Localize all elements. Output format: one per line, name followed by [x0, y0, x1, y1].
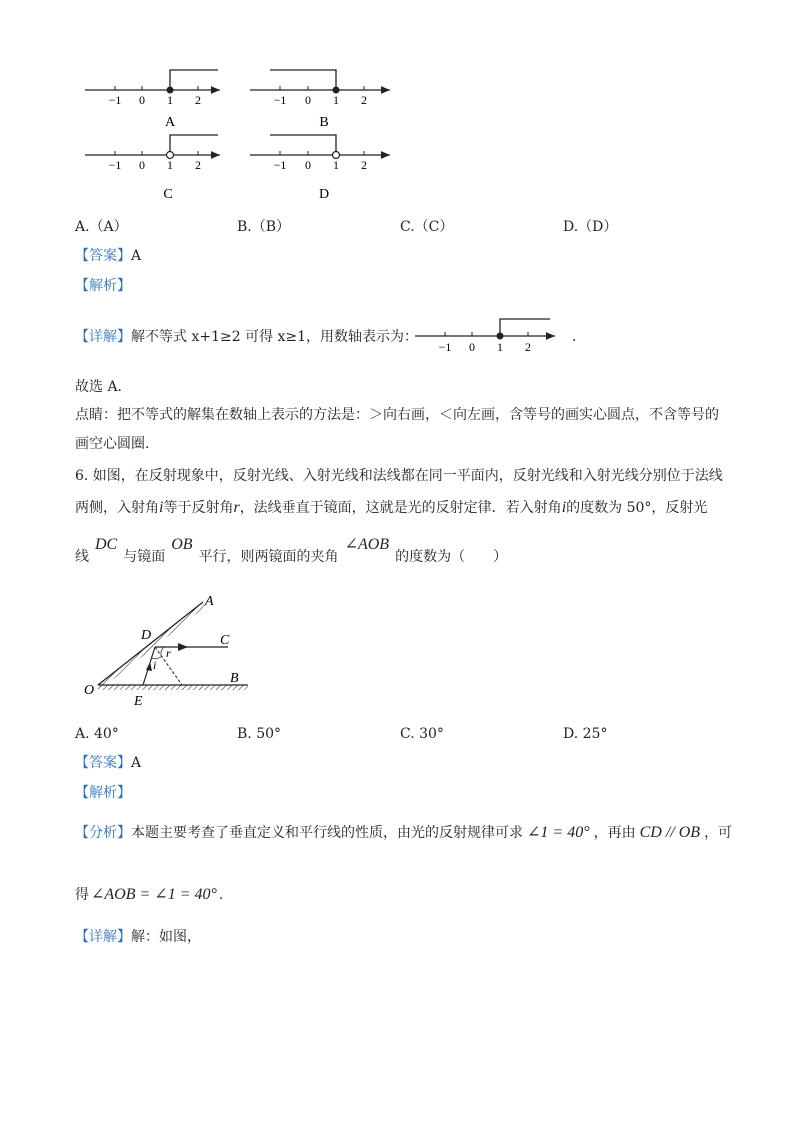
q6-option-d[interactable]: D. 25°: [563, 726, 608, 742]
q6-option-c[interactable]: C. 30°: [400, 726, 444, 742]
numberline-b: [250, 70, 390, 130]
label-A: A: [205, 594, 214, 609]
q6-analysis-tag: 【解析】: [75, 785, 131, 801]
figure-label: D: [318, 187, 330, 202]
stem-text: 平行，则两镜面的夹角: [198, 549, 339, 565]
tick-label: −1: [108, 93, 122, 107]
fenxi-text: 本题主要考查了垂直定义和平行线的性质，由光的反射规律可求: [131, 825, 523, 841]
q6-stem-line3: [75, 536, 508, 574]
detail-tag: 【详解】: [75, 329, 131, 345]
q6-option-a[interactable]: A. 40°: [75, 726, 119, 742]
tick-label: 2: [195, 93, 201, 107]
q6-fenxi-line2: [75, 885, 223, 905]
numberline-a: [85, 70, 220, 130]
tick-label: 1: [167, 158, 173, 172]
q6-option-b[interactable]: B. 50°: [237, 726, 282, 742]
detail-tag: 【详解】: [75, 929, 131, 945]
q6-detail: [75, 927, 201, 947]
stem-text: 两侧，入射角: [75, 500, 159, 516]
detail-end-period: .: [572, 329, 577, 345]
math-var: OB: [171, 536, 193, 553]
q5-answer: [75, 246, 141, 266]
stem-text: 等于反射角: [163, 500, 234, 516]
fenxi-tag: 【分析】: [75, 825, 131, 841]
math-var: r: [233, 499, 240, 516]
stem-text: 线: [75, 549, 89, 565]
math-var: ∠AOB: [344, 536, 390, 553]
detail-text: 解：如图，: [131, 929, 201, 945]
tick-label: −1: [273, 158, 287, 172]
tick-label: 2: [195, 158, 201, 172]
q5-choose: 故选 A.: [75, 379, 123, 395]
tick-label: 0: [469, 340, 475, 354]
stem-text: 的度数为 50°，反射光: [566, 500, 708, 516]
q5-option-c[interactable]: C.（C）: [400, 219, 454, 235]
label-E: E: [134, 694, 143, 709]
stem-text: ，法线垂直于镜面，这就是光的反射定律．若入射角: [239, 500, 562, 516]
tick-label: 0: [305, 158, 311, 172]
math-expr: CD // OB: [639, 824, 701, 841]
tick-label: 2: [361, 158, 367, 172]
figure-label: C: [163, 187, 173, 202]
answer-value: A: [131, 248, 142, 264]
figure-label: A: [164, 115, 176, 130]
math-expr: ∠1 = 40°: [527, 824, 590, 841]
answer-tag: 【答案】: [75, 755, 131, 771]
math-expr: ∠AOB = ∠1 = 40°: [91, 886, 217, 903]
detail-text: 解不等式 x+1≥2 可得 x≥1，用数轴表示为：: [131, 329, 419, 345]
fenxi-text: 得: [75, 887, 89, 903]
q5-detail: [75, 327, 418, 347]
fenxi-text: ，再由: [593, 825, 636, 841]
tick-label: 2: [361, 93, 367, 107]
math-var: i: [159, 499, 164, 516]
label-i: i: [153, 658, 157, 672]
tick-label: 0: [139, 93, 145, 107]
tick-label: −1: [108, 158, 122, 172]
label-O: O: [84, 683, 95, 698]
numberline-d: [250, 135, 390, 202]
numberline-c: [85, 135, 220, 202]
tick-label: 1: [167, 93, 173, 107]
stem-text: 与镜面: [123, 549, 166, 565]
math-var: i: [561, 499, 567, 516]
q6-answer: [75, 753, 141, 773]
stem-text: 的度数为（ ）: [395, 549, 508, 565]
label-D: D: [141, 628, 152, 643]
math-var: DC: [95, 536, 118, 553]
tick-label: 1: [333, 93, 339, 107]
label-C: C: [220, 633, 230, 648]
tick-label: 1: [333, 158, 339, 172]
answer-value: A: [131, 755, 142, 771]
q5-note-line1: 点睛：把不等式的解集在数轴上表示的方法是：＞向右画，＜向左画，含等号的画实心圆点，不含等号的: [75, 407, 719, 423]
tick-label: 2: [525, 340, 531, 354]
tick-label: 0: [139, 158, 145, 172]
q5-option-d[interactable]: D.（D）: [563, 219, 618, 235]
numberline-figures: [80, 60, 400, 210]
label-B: B: [230, 671, 239, 686]
q6-fenxi-line1: [75, 823, 732, 843]
answer-tag: 【答案】: [75, 248, 131, 264]
reflection-figure: [78, 590, 258, 715]
q5-analysis-tag: 【解析】: [75, 278, 131, 294]
figure-label: B: [319, 115, 329, 130]
fenxi-text: ，可: [704, 825, 733, 841]
tick-label: 1: [497, 340, 503, 354]
tick-label: 0: [305, 93, 311, 107]
inline-numberline: [410, 312, 560, 362]
q6-stem-line1: 6. 如图，在反射现象中，反射光线、入射光线和法线都在同一平面内，反射光线和入射光线分别位于法线: [75, 468, 723, 484]
q5-option-b[interactable]: B.（B）: [237, 219, 291, 235]
q5-note-line2: 画空心圆圈.: [75, 436, 150, 452]
label-r: r: [166, 646, 171, 660]
fenxi-text: .: [218, 887, 224, 903]
q6-stem-line2: [75, 498, 707, 518]
tick-label: −1: [438, 340, 452, 354]
tick-label: −1: [273, 93, 287, 107]
q5-option-a[interactable]: A.（A）: [75, 219, 128, 235]
